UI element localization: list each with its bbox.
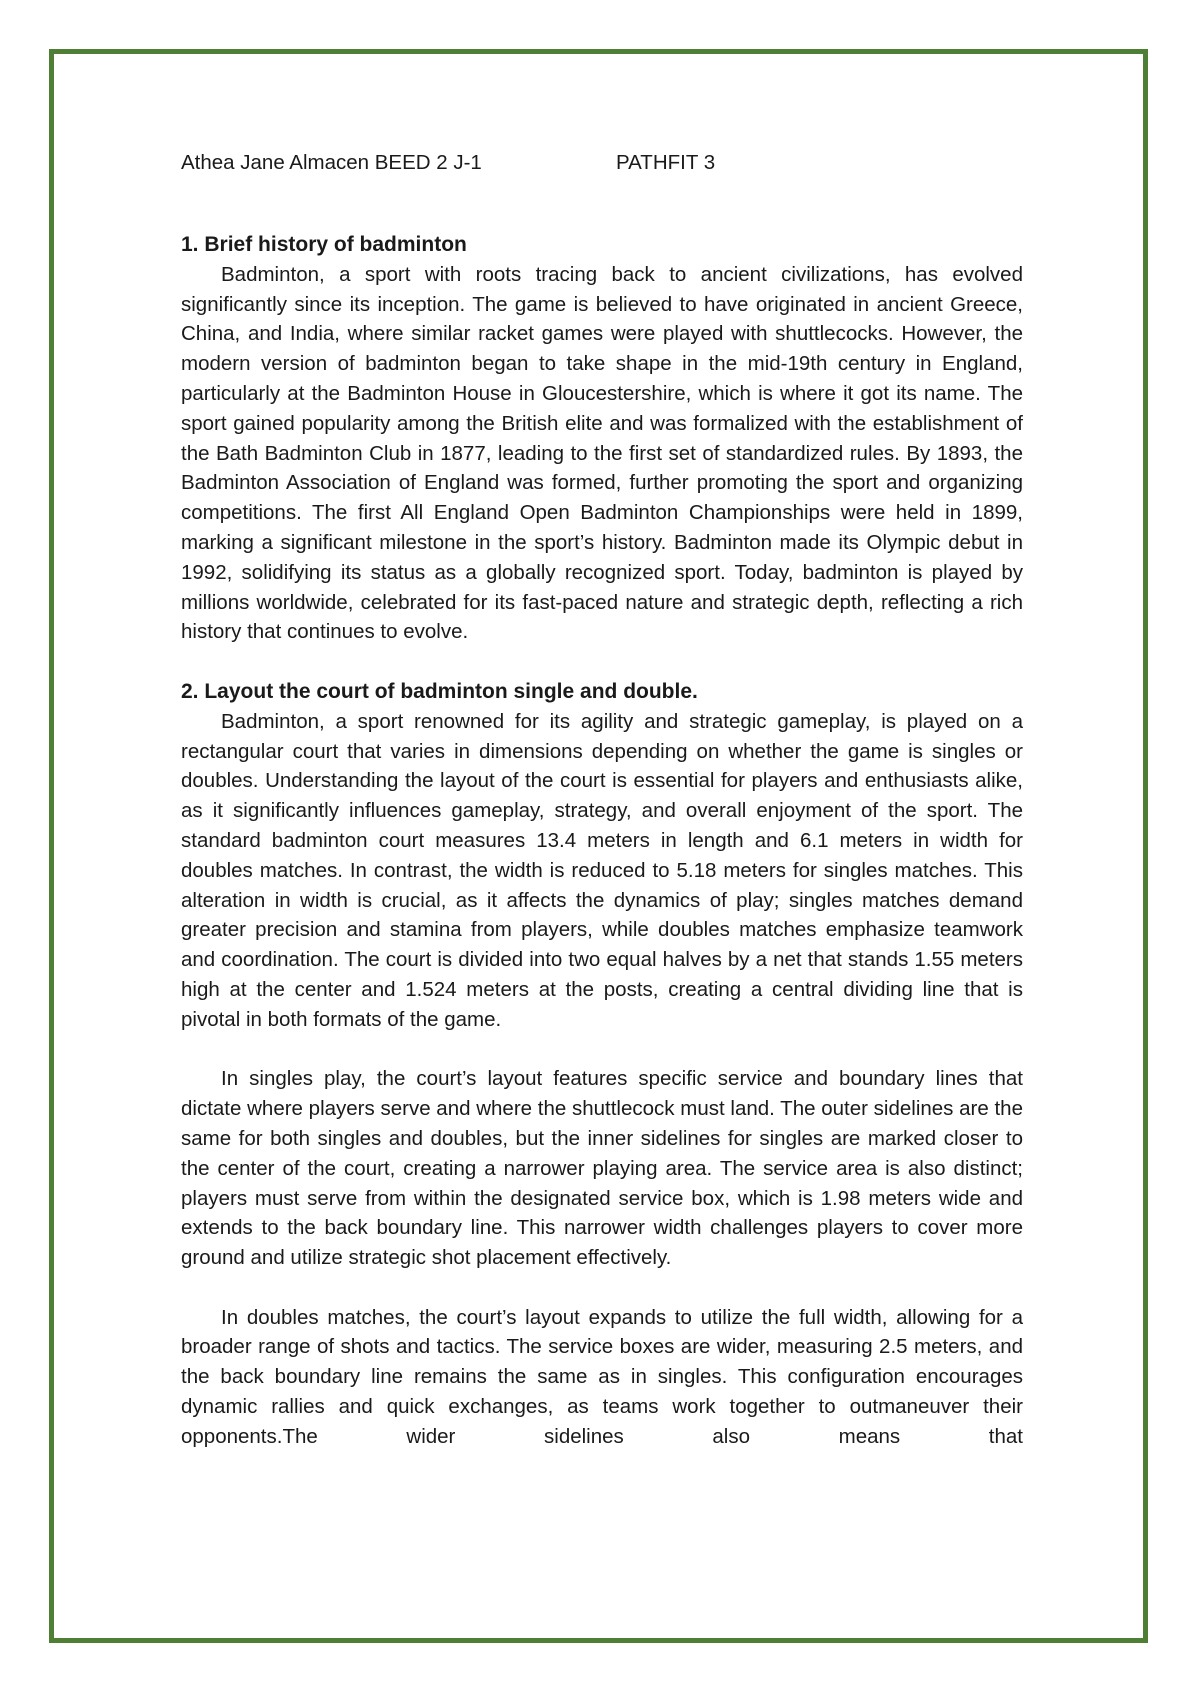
course-code: PATHFIT 3 — [616, 151, 716, 174]
document-body — [181, 148, 1023, 1452]
paragraph-court-overview: Badminton, a sport renowned for its agility and strategic gameplay, is played on a rectangular court that varies in dimensions depending on whether the game is singles or doubles. Understanding the layout of the court is essential for players and enthusiasts alike, as it significantly influences gameplay, strategy, and overall enjoyment of the sport. The standard badminton court measures 13.4 meters in length and 6.1 meters in width for doubles matches. In contrast, the width is reduced to 5.18 meters for singles matches. This alteration in width is crucial, as it affects the dynamics of play; singles matches demand greater precision and stamina from players, while doubles matches emphasize teamwork and coordination. The court is divided into two equal halves by a net that stands 1.55 meters high at the center and 1.524 meters at the posts, creating a central dividing line that is pivotal in both formats of the game. — [181, 709, 1023, 1031]
paragraph-doubles-layout: In doubles matches, the court’s layout expands to utilize the full width, allowing for a broader range of shots and tactics. The service boxes are wider, measuring 2.5 meters, and the back boundary line remains the same as in singles. This configuration encourages dynamic rallies and quick exchanges, as teams work together to outmaneuver their opponents.The wider sidelines also means that — [181, 1305, 1023, 1448]
section-heading-court-layout — [181, 677, 1023, 707]
paragraph-spacer — [181, 1273, 1023, 1303]
paragraph-spacer — [181, 1035, 1023, 1065]
section-number: 1. — [181, 233, 199, 256]
paragraph-history: Badminton, a sport with roots tracing back to ancient civilizations, has evolved significantly since its inception. The game is believed to have originated in ancient Greece, China, and India, where similar racket games were played with shuttlecocks. However, the modern version of badminton began to take shape in the mid-19th century in England, particularly at the Badminton House in Gloucestershire, which is where it got its name. The sport gained popularity among the British elite and was formalized with the establishment of the Bath Badminton Club in 1877, leading to the first set of standardized rules. By 1893, the Badminton Association of England was formed, further promoting the sport and organizing competitions. The first All England Open Badminton Championships were held in 1899, marking a significant milestone in the sport’s history. Badminton made its Olympic debut in 1992, solidifying its status as a globally recognized sport. Today, badminton is played by millions worldwide, celebrated for its fast-paced nature and strategic depth, reflecting a rich history that continues to evolve. — [181, 262, 1023, 644]
section-number: 2. — [181, 679, 199, 703]
section-title: Brief history of badminton — [204, 233, 467, 256]
section-heading-history — [181, 230, 1023, 260]
paragraph-singles-layout: In singles play, the court’s layout features specific service and boundary lines that dictate where players serve and where the shuttlecock must land. The outer sidelines are the same for both singles and doubles, but the inner sidelines for singles are marked closer to the center of the court, creating a narrower playing area. The service area is also distinct; players must serve from within the designated service box, which is 1.98 meters wide and extends to the back boundary line. This narrower width challenges players to cover more ground and utilize strategic shot placement effectively. — [181, 1067, 1023, 1270]
author-line: Athea Jane Almacen BEED 2 J-1 — [181, 151, 482, 174]
section-spacer — [181, 647, 1023, 677]
section-title: Layout the court of badminton single and double. — [204, 679, 698, 703]
document-header — [181, 148, 1023, 178]
